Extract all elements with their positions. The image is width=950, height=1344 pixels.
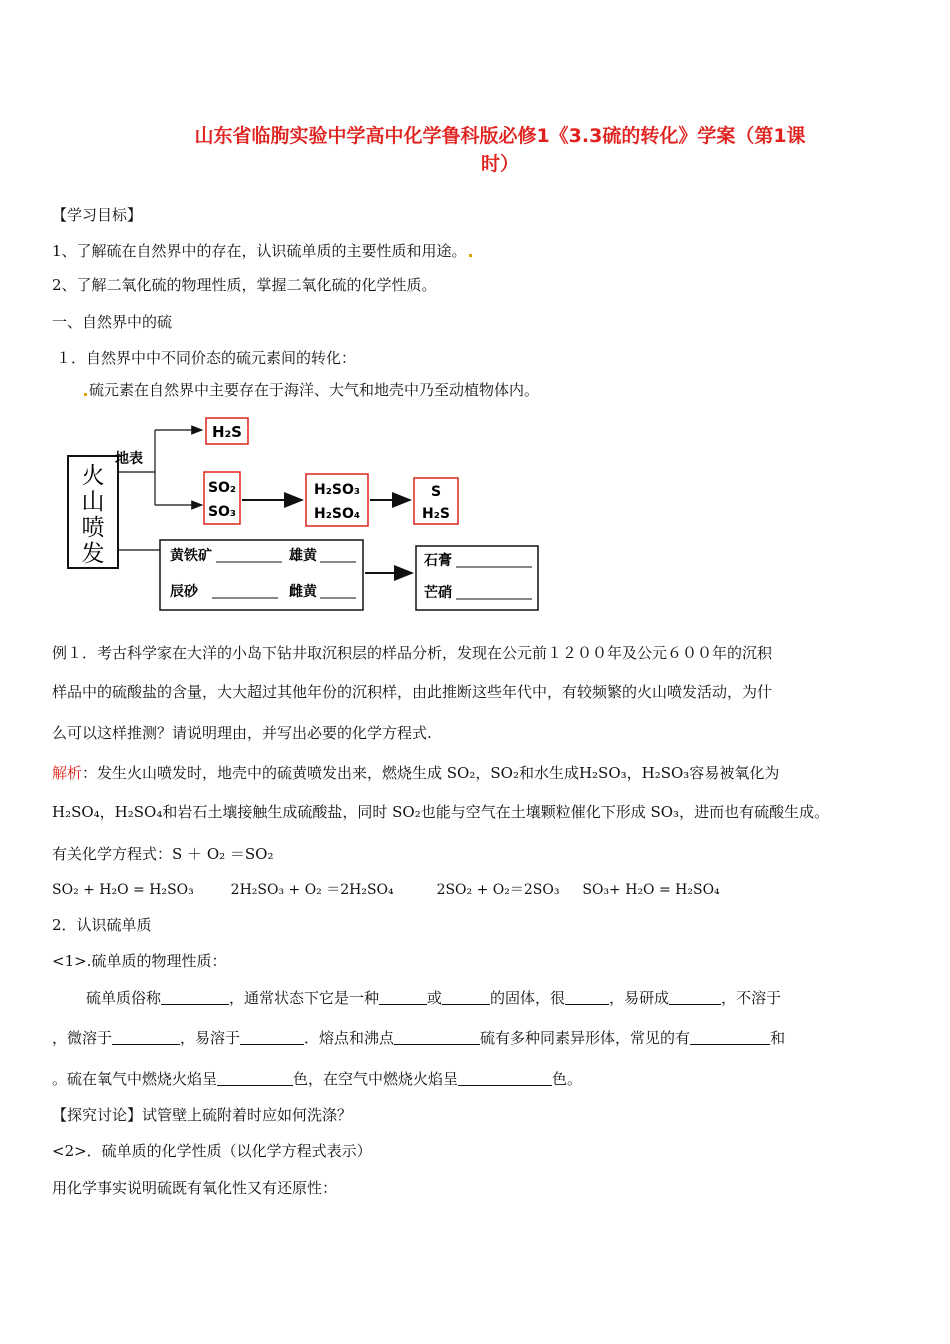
highlight-mark [84, 393, 87, 396]
mineral-label: 雌黄 [289, 584, 317, 600]
subsection-heading: １．自然界中中不同价态的硫元素间的转化： [56, 349, 357, 367]
answer-blank[interactable] [669, 990, 721, 1005]
product-label: 芒硝 [424, 585, 452, 601]
page-title-continued: 时） [480, 153, 519, 175]
sulfur-cycle-diagram [60, 410, 550, 620]
volcano-char: 发 [81, 541, 105, 567]
section-heading: 一、自然界中的硫 [52, 313, 173, 331]
equation: 2H₂SO₃ + O₂ ＝2H₂SO₄ [230, 882, 394, 898]
section-heading: 2．认识硫单质 [52, 916, 152, 934]
answer-blank[interactable] [379, 990, 427, 1005]
h2s-label: H₂S [212, 423, 242, 441]
product-label: 石膏 [424, 553, 452, 569]
h2so3-label: H₂SO₃ [314, 482, 360, 498]
h2s-label-2: H₂S [422, 506, 450, 522]
equation: SO₂ + H₂O = H₂SO₃ [52, 882, 194, 898]
objective-item: 2、了解二氧化硫的物理性质，掌握二氧化硫的化学性质。 [52, 276, 437, 294]
discussion-prompt: 【探究讨论】试管壁上硫附着时应如何洗涤？ [52, 1106, 353, 1124]
objective-item: 1、了解硫在自然界中的存在，认识硫单质的主要性质和用途。 [52, 240, 472, 261]
question-prompt: 用化学事实说明硫既有氧化性又有还原性： [52, 1179, 338, 1197]
equation-line [52, 879, 720, 899]
analysis-text: H₂SO₄，H₂SO₄和岩石土壤接触生成硫酸盐，同时 SO₂也能与空气在土壤颗粒催化下形成 SO₃，进而也有硫酸生成。 [52, 803, 830, 821]
so2-label: SO₂ [207, 480, 237, 496]
answer-blank[interactable] [565, 990, 609, 1005]
answer-blank[interactable] [442, 990, 490, 1005]
answer-blank[interactable] [690, 1030, 770, 1045]
example-text: 例１．考古科学家在大洋的小岛下钻井取沉积层的样品分析，发现在公元前１２００年及公元６００年的沉积 [52, 644, 773, 662]
mineral-label: 黄铁矿 [170, 548, 212, 564]
subsection-heading: <1>.硫单质的物理性质： [52, 952, 227, 970]
fill-in-text: ，微溶于 ，易溶于 ．熔点和沸点 硫有多种同素异形体，常见的有 和 [52, 1029, 786, 1047]
fill-in-text: 。硫在氧气中燃烧火焰呈 色，在空气中燃烧火焰呈 色。 [52, 1070, 583, 1088]
mineral-label: 雄黄 [289, 548, 317, 564]
equation-intro: 有关化学方程式：S ＋ O₂ ＝SO₂ [52, 845, 274, 863]
answer-blank[interactable] [161, 990, 229, 1005]
volcano-char: 山 [81, 489, 105, 515]
equation: SO₃+ H₂O = H₂SO₄ [582, 882, 720, 898]
answer-blank[interactable] [240, 1030, 304, 1045]
answer-blank[interactable] [217, 1071, 293, 1086]
s-label: S [430, 484, 442, 500]
analysis-text: 解析：发生火山喷发时，地壳中的硫黄喷发出来，燃烧生成 SO₂，SO₂和水生成H₂SO₃，H₂SO₃容易被氧化为 [52, 764, 780, 782]
subsection-heading: <2>．硫单质的化学性质（以化学方程式表示） [52, 1142, 372, 1160]
mineral-label: 辰砂 [170, 584, 198, 600]
answer-blank[interactable] [458, 1071, 552, 1086]
highlight-mark [469, 254, 472, 257]
equation: 2SO₂ + O₂＝2SO₃ [436, 882, 560, 898]
example-text: 样品中的硫酸盐的含量，大大超过其他年份的沉积样，由此推断这些年代中，有较频繁的火山喷发活动，为什 [52, 683, 773, 701]
objectives-heading: 【学习目标】 [52, 206, 143, 224]
h2so4-label: H₂SO₄ [314, 506, 360, 522]
volcano-char: 火 [81, 463, 105, 489]
surface-label: 地表 [115, 451, 143, 467]
answer-blank[interactable] [394, 1030, 480, 1045]
answer-blank[interactable] [112, 1030, 180, 1045]
intro-text: 硫元素在自然界中主要存在于海洋、大气和地壳中乃至动植物体内。 [84, 379, 539, 400]
page-title: 山东省临朐实验中学高中化学鲁科版必修1《3.3硫的转化》学案（第1课 [194, 125, 806, 147]
example-text: 么可以这样推测？请说明理由，并写出必要的化学方程式. [52, 724, 432, 742]
fill-in-text: 硫单质俗称 ，通常状态下它是一种 或 的固体，很 ，易研成 ，不溶于 [86, 989, 782, 1007]
so3-label: SO₃ [207, 504, 237, 520]
volcano-char: 喷 [81, 515, 105, 541]
analysis-label: 解析 [52, 764, 83, 782]
